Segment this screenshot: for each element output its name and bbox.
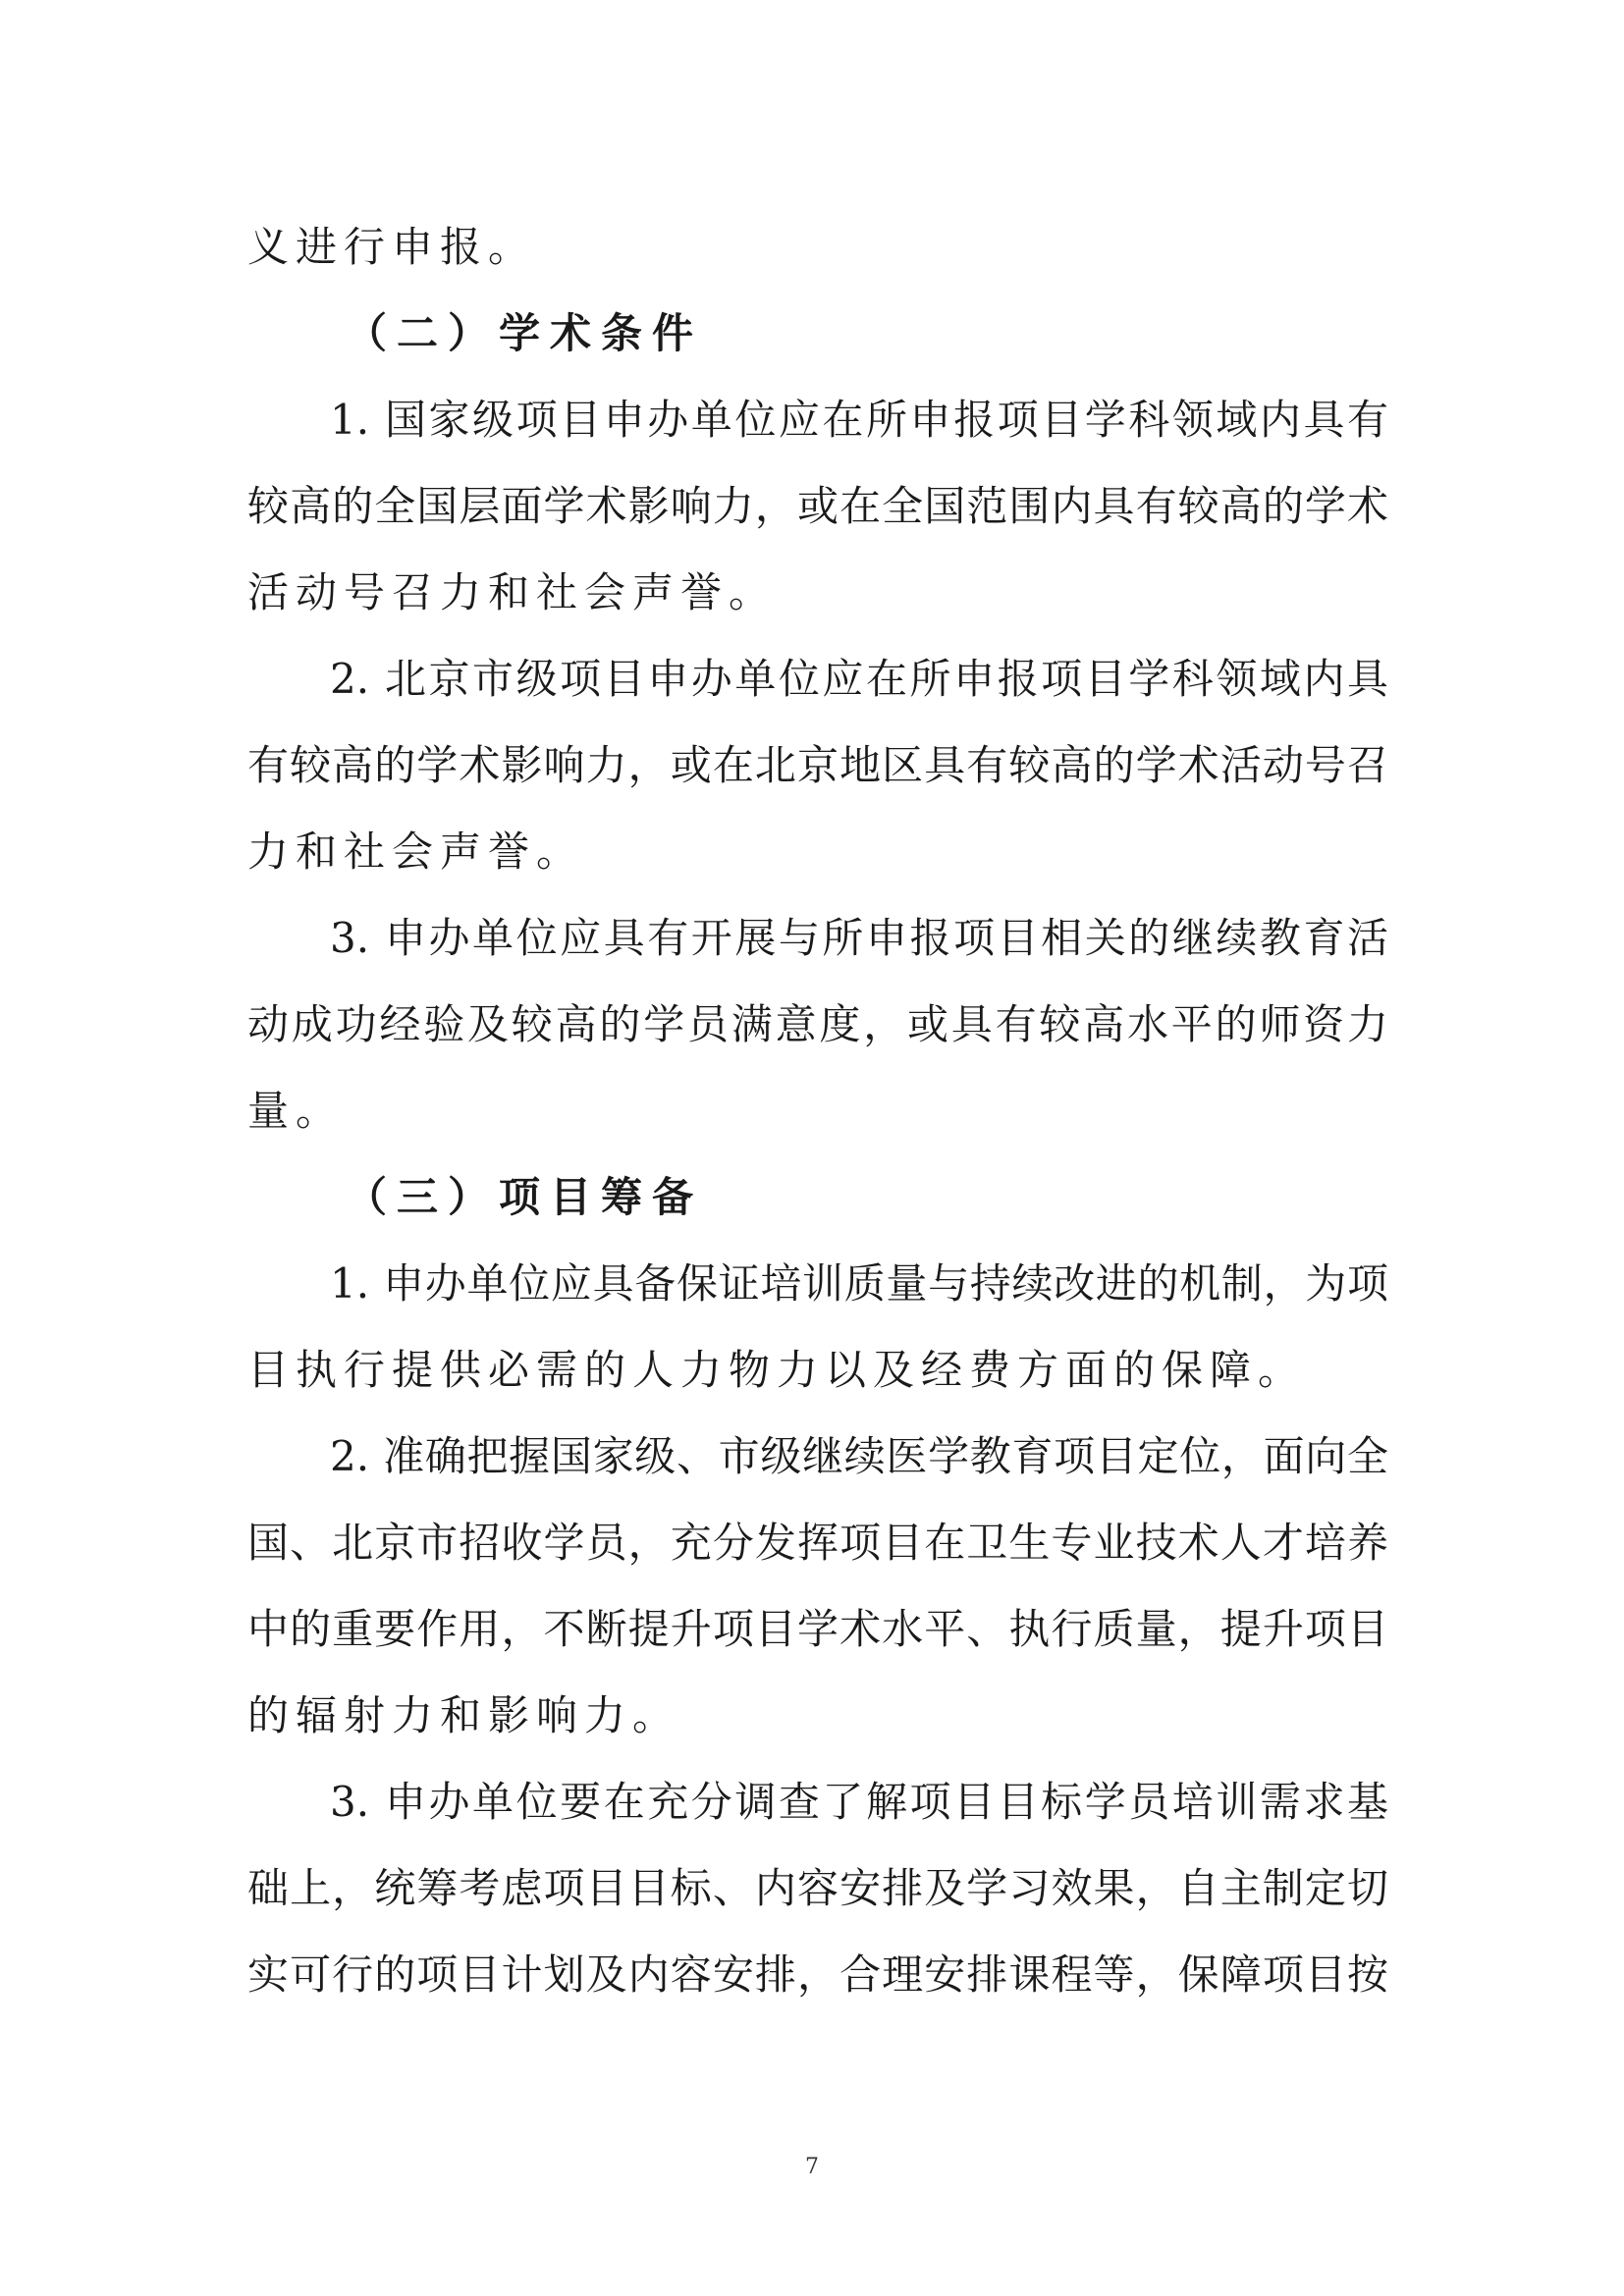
- section-heading: （三）项目筹备: [346, 1173, 704, 1221]
- text-line: 活动号召力和社会声誉。: [247, 568, 778, 616]
- text-line: 3. 申办单位要在充分调查了解项目目标学员培训需求基: [330, 1778, 1388, 1826]
- text-line: 有较高的学术影响力，或在北京地区具有较高的学术活动号召: [247, 741, 1388, 789]
- text-line: 中的重要作用，不断提升项目学术水平、执行质量，提升项目: [247, 1605, 1388, 1653]
- text-line: 1. 申办单位应具备保证培训质量与持续改进的机制，为项: [330, 1259, 1388, 1308]
- text-line: 力和社会声誉。: [247, 828, 585, 876]
- text-line: 础上，统筹考虑项目目标、内容安排及学习效果，自主制定切: [247, 1864, 1388, 1912]
- text-line: 动成功经验及较高的学员满意度，或具有较高水平的师资力: [247, 1000, 1388, 1048]
- text-line: 较高的全国层面学术影响力，或在全国范围内具有较高的学术: [247, 482, 1388, 530]
- text-line: 2. 准确把握国家级、市级继续医学教育项目定位，面向全: [330, 1432, 1388, 1480]
- text-line: 义进行申报。: [247, 223, 537, 271]
- body-text: [247, 204, 1388, 2018]
- text-line: 量。: [247, 1087, 345, 1135]
- text-line: 目执行提供必需的人力物力以及经费方面的保障。: [247, 1346, 1307, 1394]
- text-line: 3. 申办单位应具有开展与所申报项目相关的继续教育活: [330, 914, 1388, 962]
- section-heading: （二）学术条件: [346, 309, 704, 357]
- text-line: 国、北京市招收学员，充分发挥项目在卫生专业技术人才培养: [247, 1519, 1388, 1567]
- page-number: 7: [805, 2155, 819, 2179]
- text-line: 2. 北京市级项目申办单位应在所申报项目学科领域内具: [330, 655, 1388, 703]
- text-line: 1. 国家级项目申办单位应在所申报项目学科领域内具有: [330, 396, 1388, 444]
- text-line: 的辐射力和影响力。: [247, 1691, 681, 1739]
- text-line: 实可行的项目计划及内容安排，合理安排课程等，保障项目按: [247, 1950, 1388, 1999]
